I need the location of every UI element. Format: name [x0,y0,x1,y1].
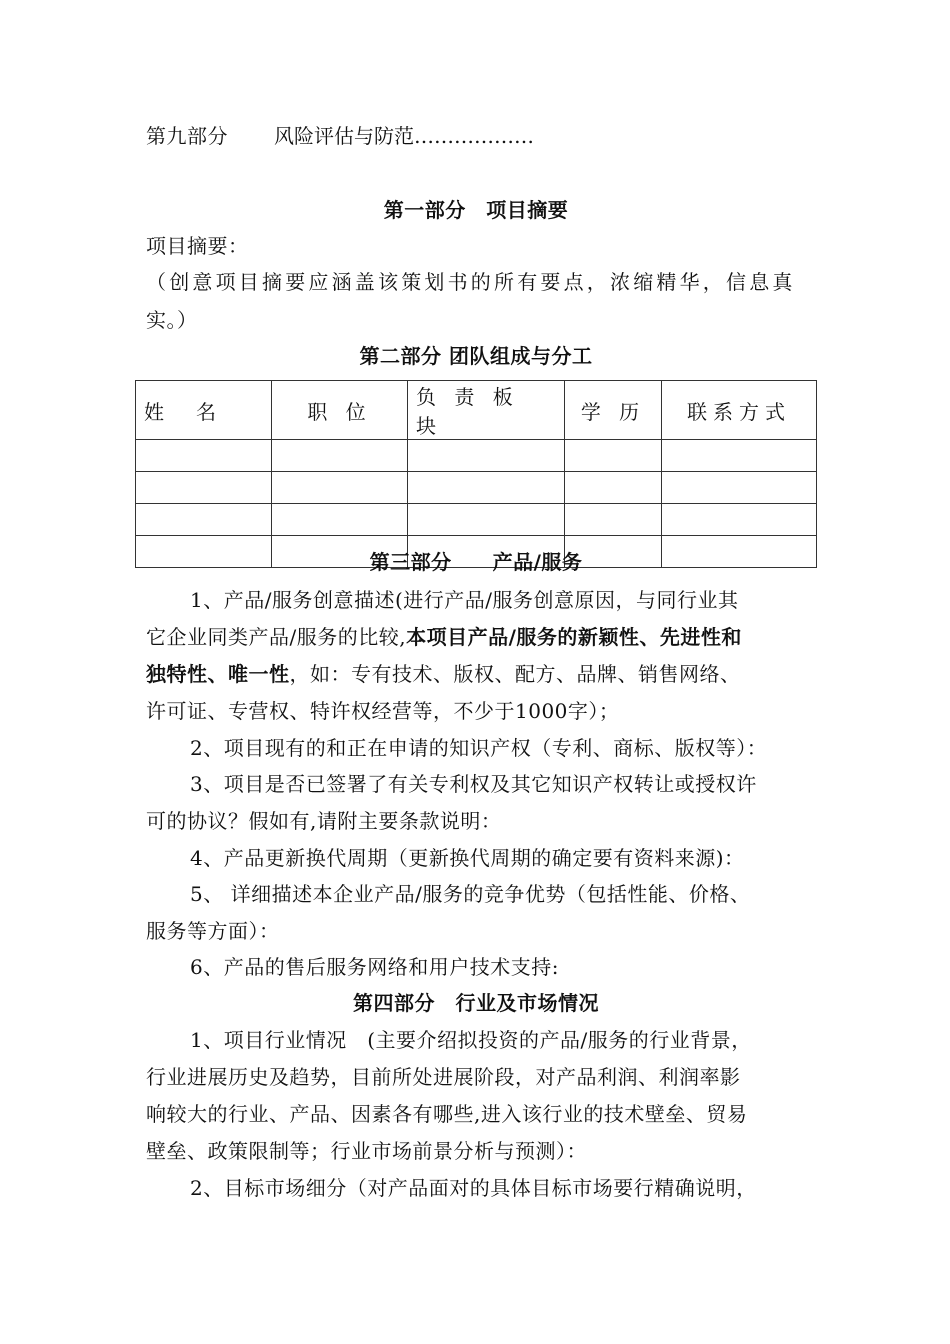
part3-item1-line4: 许可证、专营权、特许权经营等，不少于1000字）； [146,699,620,723]
part2-heading: 第二部分 团队组成与分工 [359,344,593,368]
part3-item1-line3 [146,656,806,692]
table-cell[interactable] [136,504,272,536]
table-cell[interactable] [272,472,408,504]
part4-heading: 第四部分 行业及市场情况 [353,991,599,1015]
part1-note-line2: 实。） [146,308,198,332]
table-cell[interactable] [408,472,565,504]
part3-item6: 6、产品的售后服务网络和用户技术支持: [190,955,559,979]
team-table-header-name: 姓 名 [136,381,272,440]
table-cell[interactable] [136,472,272,504]
table-cell[interactable] [408,440,565,472]
part3-item4: 4、产品更新换代周期（更新换代周期的确定要有资料来源)： [190,846,745,870]
table-cell[interactable] [565,440,662,472]
toc-part9-label: 第九部分 [146,124,228,148]
table-cell[interactable] [136,440,272,472]
table-cell[interactable] [272,504,408,536]
table-cell[interactable] [565,504,662,536]
table-cell[interactable] [565,472,662,504]
table-cell[interactable] [662,472,817,504]
toc-entry-part9 [146,118,806,154]
team-table [135,380,817,568]
part1-heading: 第一部分 项目摘要 [383,198,569,222]
part3-item1-line2-bold: 本项目产品/服务的新颖性、先进性和 [406,625,742,649]
team-table-header-responsibility: 负 责 板 块 [408,381,565,440]
table-cell[interactable] [662,440,817,472]
toc-part9-title: 风险评估与防范……………… [274,124,534,148]
part3-item5-line2: 服务等方面）： [146,919,280,943]
table-cell[interactable] [272,440,408,472]
table-row [136,504,817,536]
table-row [136,440,817,472]
part4-item1-line3: 响较大的行业、产品、因素各有哪些,进入该行业的技术壁垒、贸易 [146,1102,748,1126]
part4-item1-line2: 行业进展历史及趋势，目前所处进展阶段，对产品利润、利润率影 [146,1065,741,1089]
team-table-header-education: 学 历 [565,381,662,440]
part3-item1-line2 [146,619,806,655]
table-row [136,472,817,504]
part3-item3-line1: 3、项目是否已签署了有关专利权及其它知识产权转让或授权许 [190,772,757,796]
part3-heading: 第三部分 产品/服务 [369,550,583,574]
team-table-header-contact: 联系方式 [662,381,817,440]
part1-label: 项目摘要： [146,234,249,258]
part3-item1-line1: 1、产品/服务创意描述(进行产品/服务创意原因，与同行业其 [190,588,739,612]
part3-item1-line3-plain: ，如：专有技术、版权、配方、品牌、销售网络、 [289,662,741,686]
part3-item1-line2-plain: 它企业同类产品/服务的比较, [146,625,407,649]
part4-item1-line1: 1、项目行业情况 (主要介绍拟投资的产品/服务的行业背景， [190,1028,752,1052]
part3-item3-line2: 可的协议？假如有,请附主要条款说明： [146,809,502,833]
part3-item5-line1: 5、 详细描述本企业产品/服务的竞争优势（包括性能、价格、 [190,882,751,906]
table-cell[interactable] [408,504,565,536]
team-table-header-row [136,381,817,440]
part3-item1-line3-bold: 独特性、唯一性 [146,662,290,686]
part4-item1-line4: 壁垒、政策限制等；行业市场前景分析与预测）： [146,1139,587,1163]
part1-note-line1: （创意项目摘要应涵盖该策划书的所有要点，浓缩精华，信息真 [146,270,796,294]
part3-item2: 2、项目现有的和正在申请的知识产权（专利、商标、版权等）： [190,736,768,760]
team-table-header-position: 职 位 [272,381,408,440]
table-cell[interactable] [662,504,817,536]
part4-item2-line1: 2、目标市场细分（对产品面对的具体目标市场要行精确说明， [190,1176,757,1200]
